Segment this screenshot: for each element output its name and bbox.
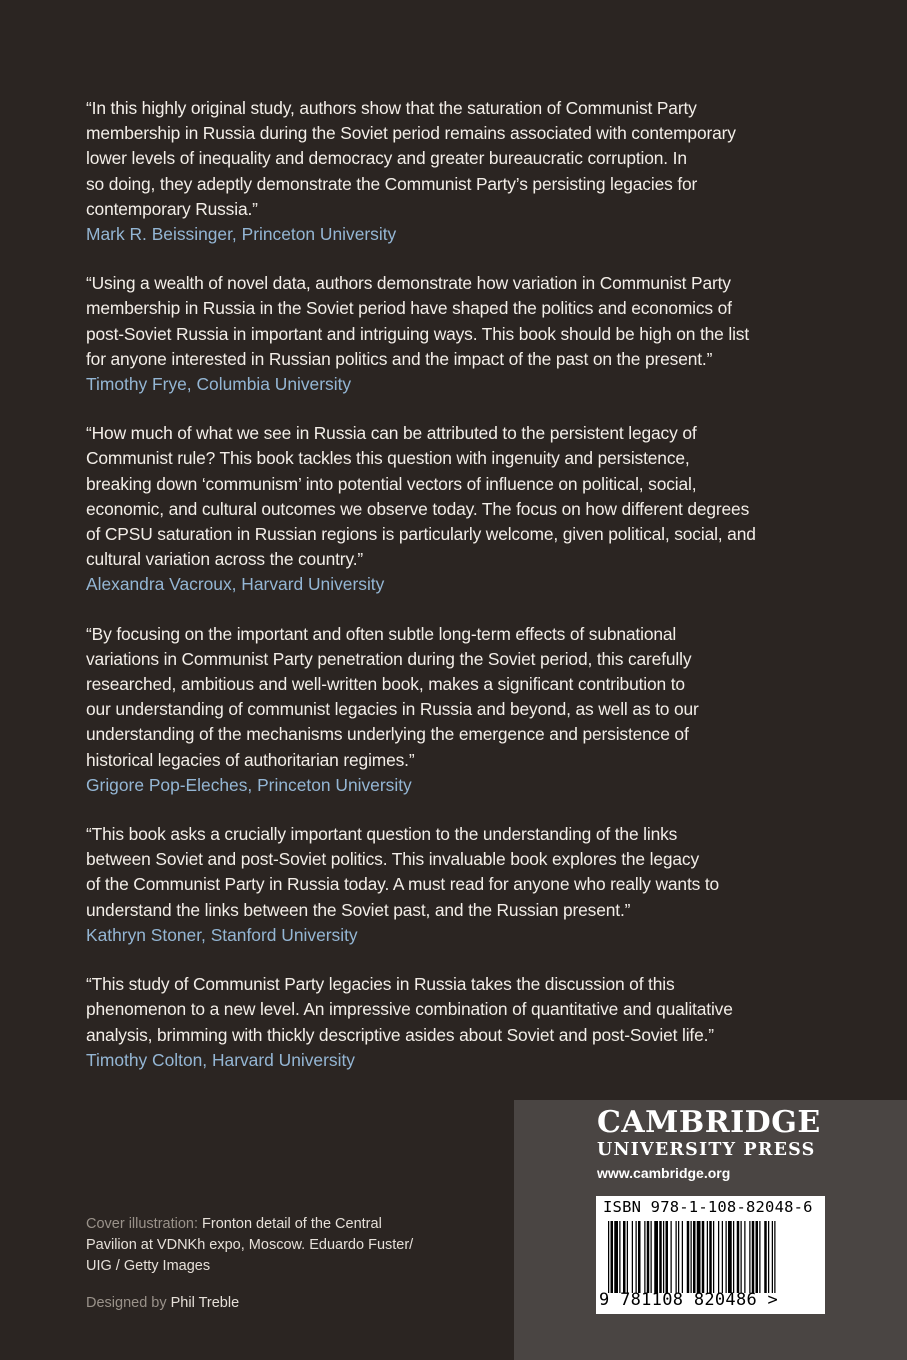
barcode-bar	[638, 1221, 641, 1293]
barcode-bar	[632, 1221, 633, 1293]
barcode-bar	[707, 1221, 708, 1293]
barcode-bar	[752, 1221, 755, 1293]
endorsement-quote: “How much of what we see in Russia can be attributed to the persistent legacy of Communist rule? This book tackles this question with ingenuity and persistence, breaking down ‘communism’ into potential vectors of influence on political, social, economic, and cultural outcomes we observe today. The focus on how different degrees of CPSU saturation in Russian regions is particularly welcome, given political, social, and cultural variation across the country.”	[86, 423, 756, 570]
endorsement	[86, 96, 786, 247]
barcode-bar	[709, 1221, 712, 1293]
endorsement-quote: “By focusing on the important and often subtle long-term effects of subnational variations in Communist Party penetration during the Soviet period, this carefully researched, ambitious and well-written book, makes a significant contribution to our understanding of communist legacies in Russia and beyond, as well as to our understanding of the mechanisms underlying the emergence and persistence of historical legacies of authoritarian regimes.”	[86, 623, 699, 770]
barcode-bar	[741, 1221, 742, 1293]
barcode-bar	[636, 1221, 637, 1293]
barcode-bar	[759, 1221, 760, 1293]
endorsement-attribution: Timothy Frye, Columbia University	[86, 374, 352, 395]
barcode-bar	[647, 1221, 650, 1293]
endorsement-attribution: Mark R. Beissinger, Princeton University	[86, 224, 397, 245]
designer-name: Phil Treble	[166, 1295, 240, 1311]
barcode-bar	[733, 1221, 734, 1293]
barcode-bar	[644, 1221, 645, 1293]
endorsement	[86, 972, 786, 1073]
barcode-bar	[611, 1221, 614, 1293]
endorsement-quote: “This study of Communist Party legacies in Russia takes the discussion of this phenomenon to a new level. An impressive combination of quantitative and qualitative analysis, brimming with thickly descriptive asides about Soviet and post-Soviet life.”	[86, 974, 733, 1045]
barcode-bar	[772, 1221, 773, 1293]
barcode-bar	[682, 1221, 683, 1293]
endorsements	[86, 96, 786, 1097]
barcode-bar	[671, 1221, 672, 1293]
publisher-panel	[514, 1100, 907, 1360]
barcode-bar	[608, 1221, 609, 1293]
barcode-bar	[651, 1221, 652, 1293]
endorsement	[86, 271, 786, 397]
barcode-bar	[749, 1221, 750, 1293]
endorsement-quote: “Using a wealth of novel data, authors demonstrate how variation in Communist Party membership in Russia in the Soviet period have shaped the politics and economics of post-Soviet Russia in important and intriguing ways. This book should be high on the list for anyone interested in Russian politics and the impact of the past on the present.”	[86, 273, 750, 369]
endorsement-attribution: Timothy Colton, Harvard University	[86, 1049, 355, 1070]
cover-illustration-text: Fronton detail of the Central Pavilion at VDNKh expo, Moscow. Eduardo Fuster/ UIG / Getty Images	[86, 1216, 414, 1274]
barcode-bar	[666, 1221, 669, 1293]
endorsement	[86, 822, 786, 948]
endorsement-quote: “In this highly original study, authors show that the saturation of Communist Party membership in Russia during the Soviet period remains associated with contemporary lower levels of inequality and democracy and greater bureaucratic corruption. In so doing, they adeptly demonstrate the Communist Party’s persisting legacies for contemporary Russia.”	[86, 98, 736, 219]
barcode-bar	[678, 1221, 679, 1293]
barcode-bar	[764, 1221, 767, 1293]
isbn-label: ISBN 978-1-108-82048-6	[603, 1198, 813, 1216]
cover-credits	[86, 1214, 446, 1314]
endorsement	[86, 622, 786, 798]
designer-credit	[86, 1293, 446, 1314]
barcode-digits: 9 781108 820486 >	[599, 1290, 779, 1310]
barcode-bar	[654, 1221, 658, 1293]
publisher-logo	[597, 1106, 821, 1184]
endorsement-attribution: Kathryn Stoner, Stanford University	[86, 924, 358, 945]
barcode-bar	[614, 1221, 618, 1293]
barcode-bar	[627, 1221, 628, 1293]
barcode-bar	[676, 1221, 677, 1293]
designer-label: Designed by	[86, 1295, 167, 1311]
publisher-press: UNIVERSITY PRESS	[597, 1140, 816, 1160]
barcode-bar	[659, 1221, 662, 1293]
publisher-name: CAMBRIDGE	[597, 1105, 821, 1140]
barcode-bar	[756, 1221, 759, 1293]
barcode-bar	[693, 1221, 696, 1293]
barcode-bar	[687, 1221, 690, 1293]
barcode-bars	[608, 1221, 813, 1293]
endorsement-attribution: Grigore Pop-Eleches, Princeton University	[86, 774, 412, 795]
endorsement-attribution: Alexandra Vacroux, Harvard University	[86, 574, 385, 595]
barcode-bar	[718, 1221, 719, 1293]
publisher-url: www.cambridge.org	[597, 1165, 731, 1181]
barcode-bar	[623, 1221, 626, 1293]
barcode-bar	[691, 1221, 692, 1293]
cover-illustration-label: Cover illustration:	[86, 1216, 199, 1232]
barcode-bar	[768, 1221, 769, 1293]
barcode-bar	[728, 1221, 732, 1293]
endorsement	[86, 421, 786, 597]
barcode-bar	[726, 1221, 727, 1293]
barcode	[596, 1196, 825, 1314]
barcode-bar	[663, 1221, 664, 1293]
barcode-bar	[774, 1221, 775, 1293]
barcode-bar	[744, 1221, 745, 1293]
barcode-bar	[697, 1221, 701, 1293]
barcode-bar	[702, 1221, 705, 1293]
barcode-bar	[722, 1221, 723, 1293]
barcode-bar	[619, 1221, 620, 1293]
cover-illustration-credit	[86, 1214, 446, 1277]
barcode-bar	[713, 1221, 714, 1293]
barcode-bar	[737, 1221, 740, 1293]
endorsement-quote: “This book asks a crucially important question to the understanding of the links between Soviet and post-Soviet politics. This invaluable book explores the legacy of the Communist Party in Russia today. A must read for anyone who really wants to understand the links between the Soviet past, and the Russian present.”	[86, 824, 720, 920]
